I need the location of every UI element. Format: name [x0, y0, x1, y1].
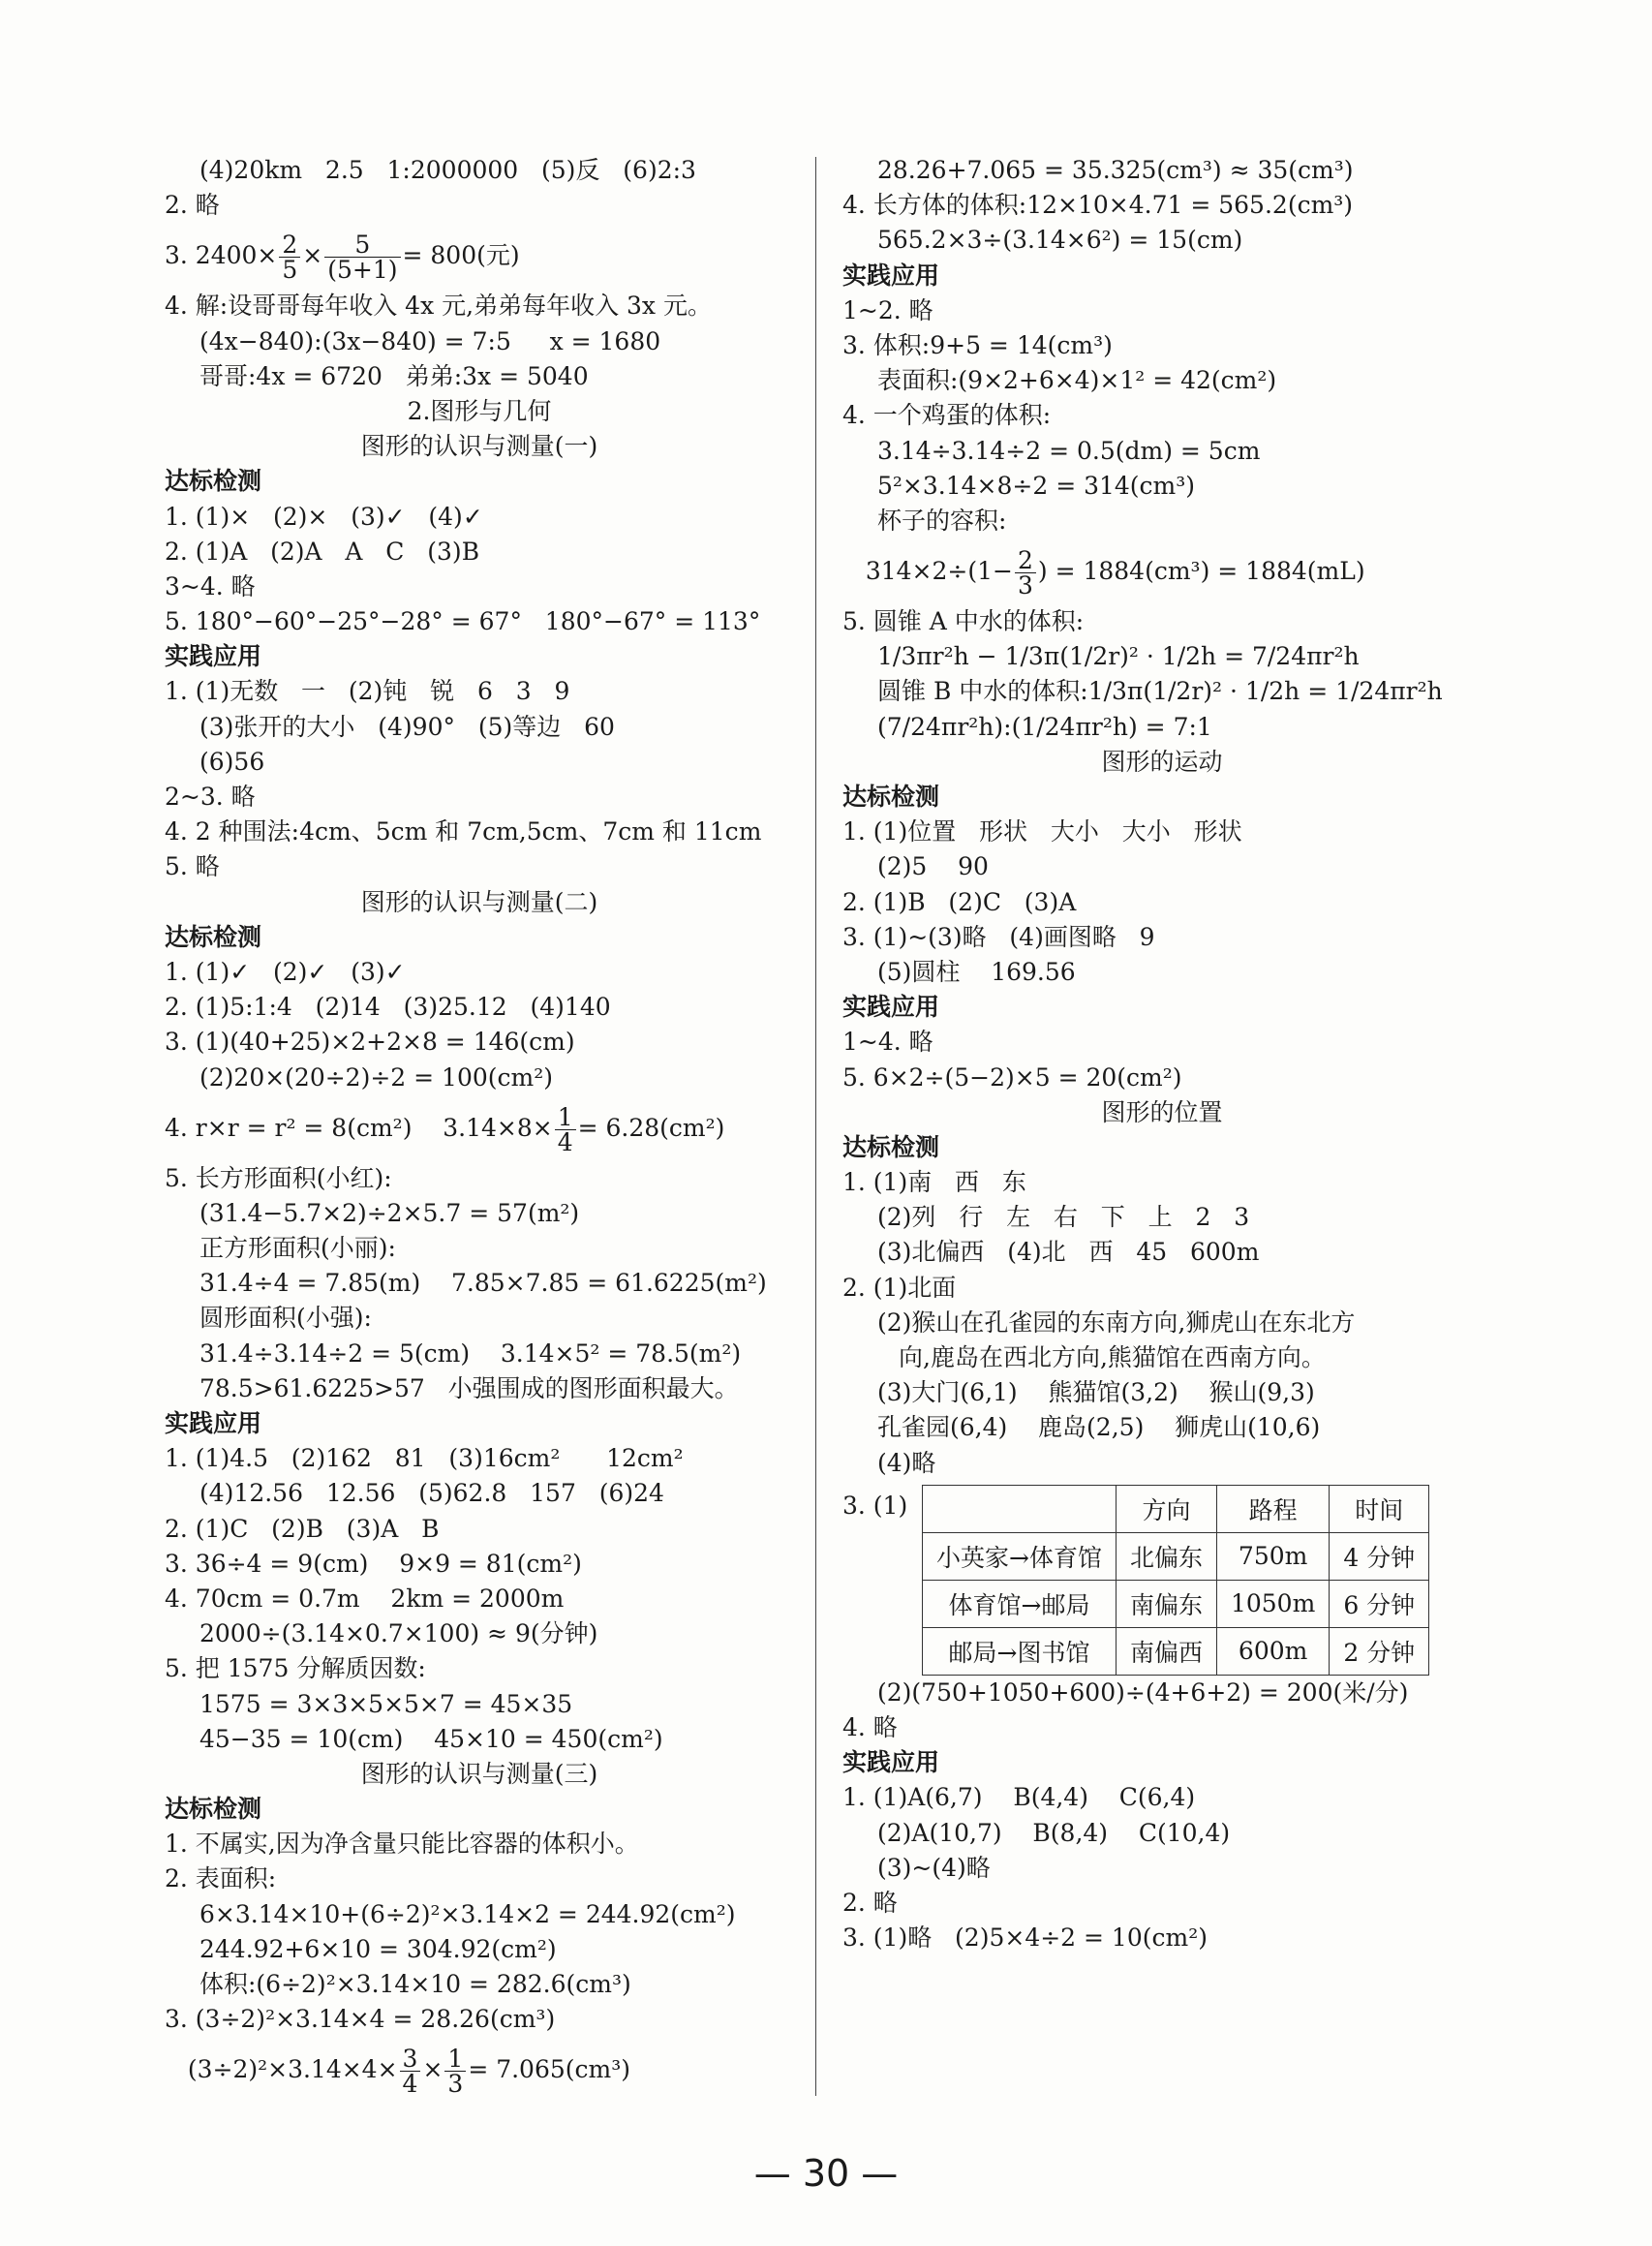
fraction — [1015, 548, 1036, 598]
fraction — [444, 2045, 466, 2099]
denominator: (5+1) — [327, 256, 398, 285]
section-title: 图形的位置 — [1101, 1097, 1223, 1126]
answer-line: 1. (1)南 西 东 — [842, 1168, 1026, 1197]
answer-line: (3)北偏西 (4)北 西 45 600m — [877, 1238, 1260, 1267]
answer-line: 1. (1)A(6,7) B(4,4) C(6,4) — [842, 1783, 1196, 1812]
table-cell: 南偏东 — [1116, 1580, 1216, 1627]
fraction-line — [165, 223, 794, 289]
answer-line: 5. 略 — [165, 852, 220, 881]
subsection-heading: 实践应用 — [842, 993, 940, 1022]
table-cell: 南偏西 — [1116, 1627, 1216, 1675]
denominator: 5 — [282, 256, 298, 285]
answer-line: (5)圆柱 169.56 — [877, 957, 1076, 986]
answer-line: 3~4. 略 — [165, 571, 256, 600]
answer-line: 4. 2 种围法:4cm、5cm 和 7cm,5cm、7cm 和 11cm — [165, 817, 762, 846]
subsection-heading: 实践应用 — [842, 1748, 940, 1777]
subsection-heading: 达标检测 — [165, 922, 262, 951]
answer-line: 3.14÷3.14÷2 = 0.5(dm) = 5cm — [877, 436, 1261, 465]
subsection-heading: 实践应用 — [842, 261, 940, 290]
answer-line: 1. (1)✓ (2)✓ (3)✓ — [165, 957, 406, 986]
right-column — [842, 153, 1482, 1955]
answer-line: 4. 解:设哥哥每年收入 4x 元,弟弟每年收入 3x 元。 — [165, 292, 712, 321]
fraction — [324, 231, 400, 285]
answer-line: 5. 180°−60°−25°−28° = 67° 180°−67° = 113° — [165, 607, 761, 636]
route-table — [922, 1485, 1429, 1676]
numerator: 5 — [324, 232, 400, 258]
table-cell: 4 分钟 — [1330, 1532, 1429, 1580]
operator: × — [422, 2055, 444, 2084]
section-title: 图形的认识与测量(三) — [360, 1759, 598, 1788]
answer-line: (2)5 90 — [877, 852, 989, 881]
fraction-line — [165, 1095, 794, 1161]
denominator: 4 — [402, 2070, 418, 2099]
fraction — [555, 1102, 576, 1156]
table-cell: 路程 — [1216, 1485, 1329, 1532]
table-cell — [923, 1485, 1117, 1532]
answer-line: 向,鹿岛在西北方向,熊猫馆在西南方向。 — [899, 1343, 1326, 1371]
expression-text: 314×2÷(1− — [842, 557, 1013, 586]
table-cell: 750m — [1216, 1532, 1329, 1580]
table-cell: 2 分钟 — [1330, 1627, 1429, 1675]
answer-line: 28.26+7.065 = 35.325(cm³) ≈ 35(cm³) — [877, 156, 1354, 184]
answer-line: 2. 略 — [842, 1888, 898, 1917]
answer-line: 2. (1)A (2)A A C (3)B — [165, 537, 480, 566]
answer-line: 1. (1)4.5 (2)162 81 (3)16cm² 12cm² — [165, 1444, 684, 1473]
answer-line: 杯子的容积: — [877, 506, 1007, 535]
subsection-heading: 达标检测 — [165, 1795, 262, 1824]
answer-line: (2)20×(20÷2)÷2 = 100(cm²) — [199, 1062, 553, 1092]
answer-line: 5²×3.14×8÷2 = 314(cm³) — [877, 471, 1196, 500]
answer-line: (4)12.56 12.56 (5)62.8 157 (6)24 — [199, 1479, 664, 1508]
answer-line: 1. (1)× (2)× (3)✓ (4)✓ — [165, 502, 483, 531]
answer-line: 45−35 = 10(cm) 45×10 = 450(cm²) — [199, 1724, 663, 1753]
answer-line: 圆形面积(小强): — [199, 1304, 372, 1333]
expression-text: 4. r×r = r² = 8(cm²) 3.14×8× — [165, 1113, 553, 1142]
numerator: 3 — [400, 2046, 421, 2072]
answer-line: (3)张开的大小 (4)90° (5)等边 60 — [199, 712, 615, 741]
numerator: 1 — [444, 2046, 466, 2072]
section-title: 图形的运动 — [1101, 747, 1223, 776]
table-row — [923, 1627, 1429, 1675]
answer-line: (4)略 — [877, 1448, 936, 1477]
answer-line: 3. 36÷4 = 9(cm) 9×9 = 81(cm²) — [165, 1549, 582, 1578]
expression-text: = 800(元) — [402, 241, 520, 270]
answer-line: (6)56 — [199, 747, 265, 776]
route-table-block — [842, 1485, 1482, 1676]
numerator: 2 — [1015, 548, 1036, 573]
answer-line: (31.4−5.7×2)÷2×5.7 = 57(m²) — [199, 1198, 580, 1227]
answer-line: 4. 70cm = 0.7m 2km = 2000m — [165, 1584, 565, 1613]
subsection-heading: 实践应用 — [165, 642, 262, 671]
answer-line: 1/3πr²h − 1/3π(1/2r)² · 1/2h = 7/24πr²h — [877, 642, 1360, 671]
answer-line: 1~4. 略 — [842, 1028, 933, 1057]
denominator: 3 — [1017, 571, 1033, 600]
answer-line: 3. (3÷2)²×3.14×4 = 28.26(cm³) — [165, 2005, 556, 2034]
table-cell: 方向 — [1116, 1485, 1216, 1532]
table-header-row — [923, 1485, 1429, 1532]
answer-line: 2. (1)北面 — [842, 1273, 957, 1302]
denominator: 3 — [447, 2070, 464, 2099]
answer-line: 5. 把 1575 分解质因数: — [165, 1654, 426, 1683]
expression-text: = 7.065(cm³) — [468, 2055, 631, 2084]
section-title: 图形的认识与测量(一) — [360, 432, 598, 461]
table-cell: 小英家→体育馆 — [923, 1532, 1117, 1580]
answer-line: 2. (1)5:1:4 (2)14 (3)25.12 (4)140 — [165, 993, 611, 1022]
table-row — [923, 1580, 1429, 1627]
table-cell: 体育馆→邮局 — [923, 1580, 1117, 1627]
subsection-heading: 达标检测 — [165, 467, 262, 496]
answer-line: (4)20km 2.5 1:2000000 (5)反 (6)2:3 — [199, 156, 696, 184]
table-cell: 6 分钟 — [1330, 1580, 1429, 1627]
right-column-top — [842, 153, 1482, 1481]
fraction — [279, 231, 300, 285]
expression-text: 3. 2400× — [165, 241, 278, 270]
answer-line: 1. (1)位置 形状 大小 大小 形状 — [842, 817, 1242, 846]
answer-line: 2. 表面积: — [165, 1864, 277, 1893]
route-table-label: 3. (1) — [842, 1491, 908, 1520]
answer-line: 3. 体积:9+5 = 14(cm³) — [842, 330, 1113, 359]
answer-line: 2000÷(3.14×0.7×100) ≈ 9(分钟) — [199, 1619, 598, 1648]
fraction — [400, 2045, 421, 2099]
answer-line: 78.5>61.6225>57 小强围成的图形面积最大。 — [199, 1373, 739, 1402]
answer-line: 孔雀园(6,4) 鹿岛(2,5) 狮虎山(10,6) — [877, 1413, 1321, 1442]
expression-text: ) = 1884(cm³) = 1884(mL) — [1037, 557, 1365, 586]
operator: × — [302, 241, 323, 270]
table-cell: 邮局→图书馆 — [923, 1627, 1117, 1675]
denominator: 4 — [557, 1127, 573, 1156]
answer-line: 体积:(6÷2)²×3.14×10 = 282.6(cm³) — [199, 1970, 631, 1998]
table-cell: 时间 — [1330, 1485, 1429, 1532]
section-title: 2.图形与几何 — [407, 396, 552, 425]
answer-line: 31.4÷4 = 7.85(m) 7.85×7.85 = 61.6225(m²) — [199, 1269, 767, 1298]
column-divider — [815, 157, 816, 2096]
answer-line: 565.2×3÷(3.14×6²) = 15(cm) — [877, 226, 1243, 255]
table-cell: 600m — [1216, 1627, 1329, 1675]
answer-line: 哥哥:4x = 6720 弟弟:3x = 5040 — [199, 361, 589, 390]
answer-line: (2)(750+1050+600)÷(4+6+2) = 200(米/分) — [877, 1677, 1409, 1707]
table-cell: 北偏东 — [1116, 1532, 1216, 1580]
numerator: 2 — [279, 232, 300, 258]
answer-line: 2. (1)B (2)C (3)A — [842, 887, 1077, 916]
answer-line: 4. 长方体的体积:12×10×4.71 = 565.2(cm³) — [842, 191, 1354, 220]
answer-line: (3)大门(6,1) 熊猫馆(3,2) 猴山(9,3) — [877, 1378, 1315, 1407]
answer-line: (3)~(4)略 — [877, 1853, 991, 1882]
answer-line: 5. 圆锥 A 中水的体积: — [842, 607, 1085, 636]
numerator: 1 — [555, 1105, 576, 1130]
page-number: — 30 — — [753, 2152, 899, 2195]
answer-line: 5. 长方形面积(小红): — [165, 1163, 392, 1192]
fraction-line — [165, 2037, 794, 2103]
answer-line: (2)列 行 左 右 下 上 2 3 — [877, 1203, 1250, 1232]
answer-line: 5. 6×2÷(5−2)×5 = 20(cm²) — [842, 1062, 1182, 1092]
answer-line: 圆锥 B 中水的体积:1/3π(1/2r)² · 1/2h = 1/24πr²h — [877, 677, 1443, 706]
answer-line: (2)A(10,7) B(8,4) C(10,4) — [877, 1818, 1231, 1847]
answer-line: 31.4÷3.14÷2 = 5(cm) 3.14×5² = 78.5(m²) — [199, 1338, 742, 1368]
subsection-heading: 达标检测 — [842, 1132, 940, 1161]
answer-line: 2. (1)C (2)B (3)A B — [165, 1514, 440, 1543]
answer-line: 6×3.14×10+(6÷2)²×3.14×2 = 244.92(cm²) — [199, 1899, 736, 1928]
table-row — [923, 1532, 1429, 1580]
answer-line: 1. 不属实,因为净含量只能比容器的体积小。 — [165, 1830, 639, 1859]
answer-line: 1. (1)无数 一 (2)钝 锐 6 3 9 — [165, 677, 570, 706]
answer-line: 正方形面积(小丽): — [199, 1234, 396, 1263]
answer-line: 3. (1)略 (2)5×4÷2 = 10(cm²) — [842, 1923, 1208, 1953]
answer-line: 1575 = 3×3×5×5×7 = 45×35 — [199, 1689, 573, 1718]
answer-line: 2. 略 — [165, 191, 220, 220]
fraction-line — [842, 538, 1482, 604]
answer-line: 表面积:(9×2+6×4)×1² = 42(cm²) — [877, 366, 1277, 395]
expression-text: = 6.28(cm²) — [577, 1113, 725, 1142]
answer-line: 3. (1)(40+25)×2+2×8 = 146(cm) — [165, 1028, 575, 1057]
table-cell: 1050m — [1216, 1580, 1329, 1627]
answer-line: (4x−840):(3x−840) = 7:5 x = 1680 — [199, 326, 661, 355]
answer-line: 244.92+6×10 = 304.92(cm²) — [199, 1934, 557, 1963]
answer-line: 3. (1)~(3)略 (4)画图略 9 — [842, 922, 1155, 951]
answer-line: (7/24πr²h):(1/24πr²h) = 7:1 — [877, 712, 1212, 741]
subsection-heading: 达标检测 — [842, 783, 940, 811]
answer-line: 4. 略 — [842, 1712, 898, 1741]
expression-text: (3÷2)²×3.14×4× — [165, 2055, 398, 2084]
right-column-bottom — [842, 1676, 1482, 1956]
section-title: 图形的认识与测量(二) — [360, 887, 598, 916]
answer-line: 1~2. 略 — [842, 295, 933, 324]
left-column — [165, 153, 794, 2103]
subsection-heading: 实践应用 — [165, 1409, 262, 1437]
answer-line: (2)猴山在孔雀园的东南方向,狮虎山在东北方 — [877, 1308, 1356, 1337]
answer-line: 2~3. 略 — [165, 783, 256, 811]
answer-line: 4. 一个鸡蛋的体积: — [842, 401, 1052, 430]
